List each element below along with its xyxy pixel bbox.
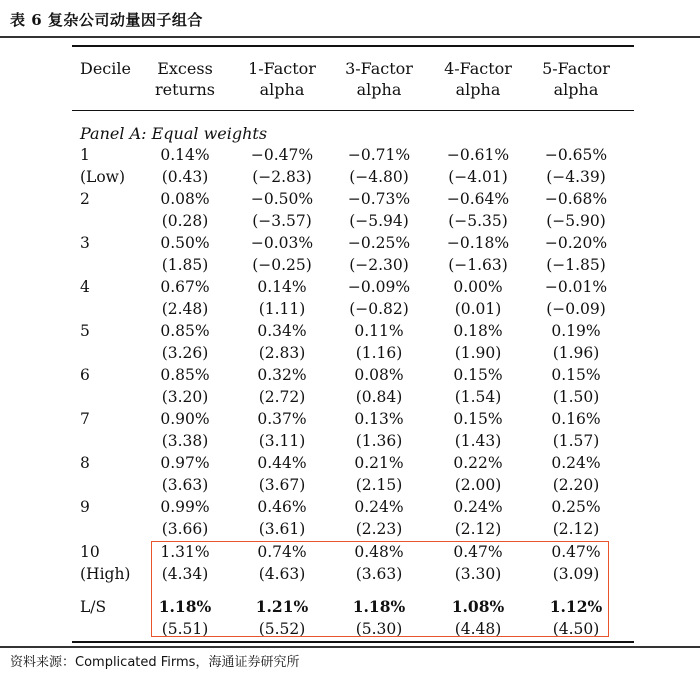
tstat-cell: (−5.35) <box>448 212 508 230</box>
tstat-cell: (1.57) <box>552 432 600 450</box>
table-caption: 表 6 复杂公司动量因子组合 <box>10 11 203 29</box>
tstat-cell: (2.48) <box>161 300 209 318</box>
decile-label: L/S <box>80 598 107 616</box>
decile-label: 6 <box>80 366 90 384</box>
value-cell: 0.14% <box>160 146 210 164</box>
tstat-cell: (4.50) <box>552 620 600 638</box>
tstat-cell: (−1.63) <box>448 256 508 274</box>
highlight-box <box>151 541 609 637</box>
value-cell: 0.13% <box>354 410 404 428</box>
tstat-cell: (3.26) <box>161 344 209 362</box>
value-cell: −0.68% <box>544 190 608 208</box>
value-cell: 0.32% <box>257 366 307 384</box>
tstat-cell: (1.16) <box>355 344 403 362</box>
tstat-cell: (5.51) <box>161 620 209 638</box>
tstat-cell: (−0.09) <box>546 300 606 318</box>
value-cell: −0.50% <box>250 190 314 208</box>
value-cell: −0.20% <box>544 234 608 252</box>
value-cell: −0.64% <box>446 190 510 208</box>
value-cell: −0.61% <box>446 146 510 164</box>
decile-label: 8 <box>80 454 90 472</box>
value-cell: 1.31% <box>160 543 210 561</box>
tstat-cell: (1.43) <box>454 432 502 450</box>
tstat-cell: (2.23) <box>355 520 403 538</box>
value-cell: −0.09% <box>347 278 411 296</box>
source-rule <box>0 646 700 648</box>
panel-label: Panel A: Equal weights <box>80 124 268 143</box>
tstat-cell: (2.20) <box>552 476 600 494</box>
value-cell: 0.14% <box>257 278 307 296</box>
value-cell: 0.24% <box>354 498 404 516</box>
tstat-cell: (3.63) <box>355 565 403 583</box>
tstat-cell: (4.34) <box>161 565 209 583</box>
value-cell: 0.85% <box>160 366 210 384</box>
tstat-cell: (−0.82) <box>349 300 409 318</box>
source-note: 资料来源：Complicated Firms，海通证券研究所 <box>10 655 300 670</box>
value-cell: 0.19% <box>551 322 601 340</box>
tstat-cell: (3.30) <box>454 565 502 583</box>
value-cell: 1.18% <box>158 597 212 616</box>
value-cell: 0.16% <box>551 410 601 428</box>
value-cell: −0.65% <box>544 146 608 164</box>
header-1-factor: 1-Factor alpha <box>248 59 316 99</box>
tstat-cell: (−5.90) <box>546 212 606 230</box>
tstat-cell: (1.50) <box>552 388 600 406</box>
value-cell: 0.44% <box>257 454 307 472</box>
tstat-cell: (−2.83) <box>252 168 312 186</box>
value-cell: 0.90% <box>160 410 210 428</box>
header-excess-returns: Excess returns <box>154 59 215 99</box>
decile-label: 9 <box>80 498 90 516</box>
decile-label: 1 <box>80 146 90 164</box>
tstat-cell: (3.63) <box>161 476 209 494</box>
tstat-cell: (3.38) <box>161 432 209 450</box>
tstat-cell: (3.61) <box>258 520 306 538</box>
tstat-cell: (3.67) <box>258 476 306 494</box>
value-cell: 0.50% <box>160 234 210 252</box>
decile-label: 3 <box>80 234 90 252</box>
tstat-cell: (−3.57) <box>252 212 312 230</box>
tstat-cell: (3.11) <box>258 432 306 450</box>
tstat-cell: (0.84) <box>355 388 403 406</box>
tstat-cell: (1.96) <box>552 344 600 362</box>
decile-label: 5 <box>80 322 90 340</box>
caption-rule <box>0 36 700 38</box>
tstat-cell: (4.48) <box>454 620 502 638</box>
tstat-cell: (1.85) <box>161 256 209 274</box>
tstat-cell: (0.28) <box>161 212 209 230</box>
value-cell: 0.18% <box>453 322 503 340</box>
value-cell: −0.71% <box>347 146 411 164</box>
value-cell: 0.34% <box>257 322 307 340</box>
value-cell: 1.18% <box>352 597 406 616</box>
tstat-cell: (1.90) <box>454 344 502 362</box>
decile-sublabel: (High) <box>80 565 131 583</box>
decile-label: 10 <box>80 543 100 561</box>
tstat-cell: (4.63) <box>258 565 306 583</box>
value-cell: 0.11% <box>354 322 404 340</box>
decile-label: 2 <box>80 190 90 208</box>
decile-sublabel: (Low) <box>80 168 125 186</box>
tstat-cell: (2.15) <box>355 476 403 494</box>
tstat-cell: (1.11) <box>258 300 306 318</box>
value-cell: 0.47% <box>551 543 601 561</box>
value-cell: 1.12% <box>549 597 603 616</box>
value-cell: 0.08% <box>354 366 404 384</box>
value-cell: 0.15% <box>453 366 503 384</box>
tstat-cell: (−4.80) <box>349 168 409 186</box>
tstat-cell: (3.09) <box>552 565 600 583</box>
tstat-cell: (0.43) <box>161 168 209 186</box>
value-cell: 0.24% <box>551 454 601 472</box>
value-cell: −0.01% <box>544 278 608 296</box>
header-decile: Decile <box>80 59 131 78</box>
value-cell: 0.74% <box>257 543 307 561</box>
value-cell: 1.08% <box>451 597 505 616</box>
value-cell: 0.00% <box>453 278 503 296</box>
value-cell: 0.99% <box>160 498 210 516</box>
value-cell: 0.48% <box>354 543 404 561</box>
value-cell: 0.15% <box>453 410 503 428</box>
tstat-cell: (3.20) <box>161 388 209 406</box>
value-cell: 1.21% <box>255 597 309 616</box>
value-cell: −0.03% <box>250 234 314 252</box>
table-top-rule <box>72 45 634 47</box>
decile-label: 7 <box>80 410 90 428</box>
value-cell: 0.37% <box>257 410 307 428</box>
value-cell: −0.47% <box>250 146 314 164</box>
header-3-factor: 3-Factor alpha <box>345 59 413 99</box>
tstat-cell: (−0.25) <box>252 256 312 274</box>
tstat-cell: (2.00) <box>454 476 502 494</box>
decile-label: 4 <box>80 278 90 296</box>
value-cell: 0.25% <box>551 498 601 516</box>
tstat-cell: (−4.01) <box>448 168 508 186</box>
tstat-cell: (−4.39) <box>546 168 606 186</box>
tstat-cell: (1.54) <box>454 388 502 406</box>
tstat-cell: (2.12) <box>454 520 502 538</box>
header-5-factor: 5-Factor alpha <box>542 59 610 99</box>
value-cell: 0.46% <box>257 498 307 516</box>
value-cell: 0.85% <box>160 322 210 340</box>
value-cell: 0.67% <box>160 278 210 296</box>
header-4-factor: 4-Factor alpha <box>444 59 512 99</box>
tstat-cell: (0.01) <box>454 300 502 318</box>
tstat-cell: (3.66) <box>161 520 209 538</box>
value-cell: −0.25% <box>347 234 411 252</box>
value-cell: −0.18% <box>446 234 510 252</box>
tstat-cell: (−5.94) <box>349 212 409 230</box>
value-cell: 0.08% <box>160 190 210 208</box>
value-cell: 0.21% <box>354 454 404 472</box>
value-cell: 0.47% <box>453 543 503 561</box>
value-cell: 0.22% <box>453 454 503 472</box>
tstat-cell: (−1.85) <box>546 256 606 274</box>
tstat-cell: (5.30) <box>355 620 403 638</box>
value-cell: −0.73% <box>347 190 411 208</box>
header-rule <box>72 110 634 111</box>
tstat-cell: (2.72) <box>258 388 306 406</box>
table-bottom-rule <box>72 641 634 643</box>
tstat-cell: (5.52) <box>258 620 306 638</box>
tstat-cell: (2.83) <box>258 344 306 362</box>
value-cell: 0.24% <box>453 498 503 516</box>
tstat-cell: (1.36) <box>355 432 403 450</box>
value-cell: 0.97% <box>160 454 210 472</box>
tstat-cell: (−2.30) <box>349 256 409 274</box>
tstat-cell: (2.12) <box>552 520 600 538</box>
value-cell: 0.15% <box>551 366 601 384</box>
